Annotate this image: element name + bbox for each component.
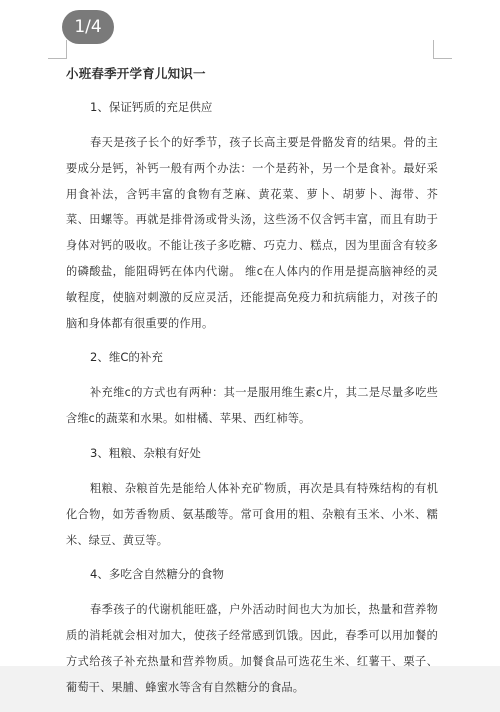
section-heading: 2、维C的补充 [90,350,163,365]
crop-mark-top-left [48,40,67,59]
section-2 [66,347,438,432]
section-4 [66,564,438,700]
section-heading: 4、多吃含自然糖分的食物 [90,567,224,582]
section-heading: 3、粗粮、杂粮有好处 [90,445,201,460]
section-3 [66,443,438,553]
page-indicator: 1/4 [62,10,114,44]
document-title: 小班春季开学育儿知识一 [66,66,206,81]
section-heading: 1、保证钙质的充足供应 [90,100,213,114]
section-paragraph: 粗粮、杂粮首先是能给人体补充矿物质，再次是具有特殊结构的有机化合物，如芳香物质、氨基酸等。常可食用的粗、杂粮有玉米、小米、糯米、绿豆、黄豆等。 [66,481,438,547]
section-paragraph: 春季孩子的代谢机能旺盛，户外活动时间也大为加长，热量和营养物质的消耗就会相对加大，使孩子经常感到饥饿。因此，春季可以用加餐的方式给孩子补充热量和营养物质。加餐食品可选花生米、红薯干、栗子、葡萄干、果脯、蜂蜜水等含有自然糖分的食品。 [66,603,438,694]
section-paragraph: 春天是孩子长个的好季节，孩子长高主要是骨骼发育的结果。骨的主要成分是钙，补钙一般有两个办法：一个是药补，另一个是食补。最好采用食补法，含钙丰富的食物有芝麻、黄花菜、萝卜、胡萝卜、海带、芥菜、田螺等。再就是排骨汤或骨头汤，这些汤不仅含钙丰富，而且有助于身体对钙的吸收。不能让孩子多吃糖、巧克力、糕点，因为里面含有较多的磷酸盐，能阻碍钙在体内代谢。 维c在人体内的作用是提高脑神经的灵敏程度，使脑对刺激的反应灵活，还能提高免疫力和抗病能力，对孩子的脑和身体都有很重要的作用。 [66,136,438,330]
section-1 [66,97,438,336]
section-paragraph: 补充维c的方式也有两种：其一是服用维生素c片，其二是尽量多吃些含维c的蔬菜和水果。如柑橘、苹果、西红柿等。 [66,386,438,426]
crop-mark-top-right [433,40,452,59]
document-body [66,64,438,712]
